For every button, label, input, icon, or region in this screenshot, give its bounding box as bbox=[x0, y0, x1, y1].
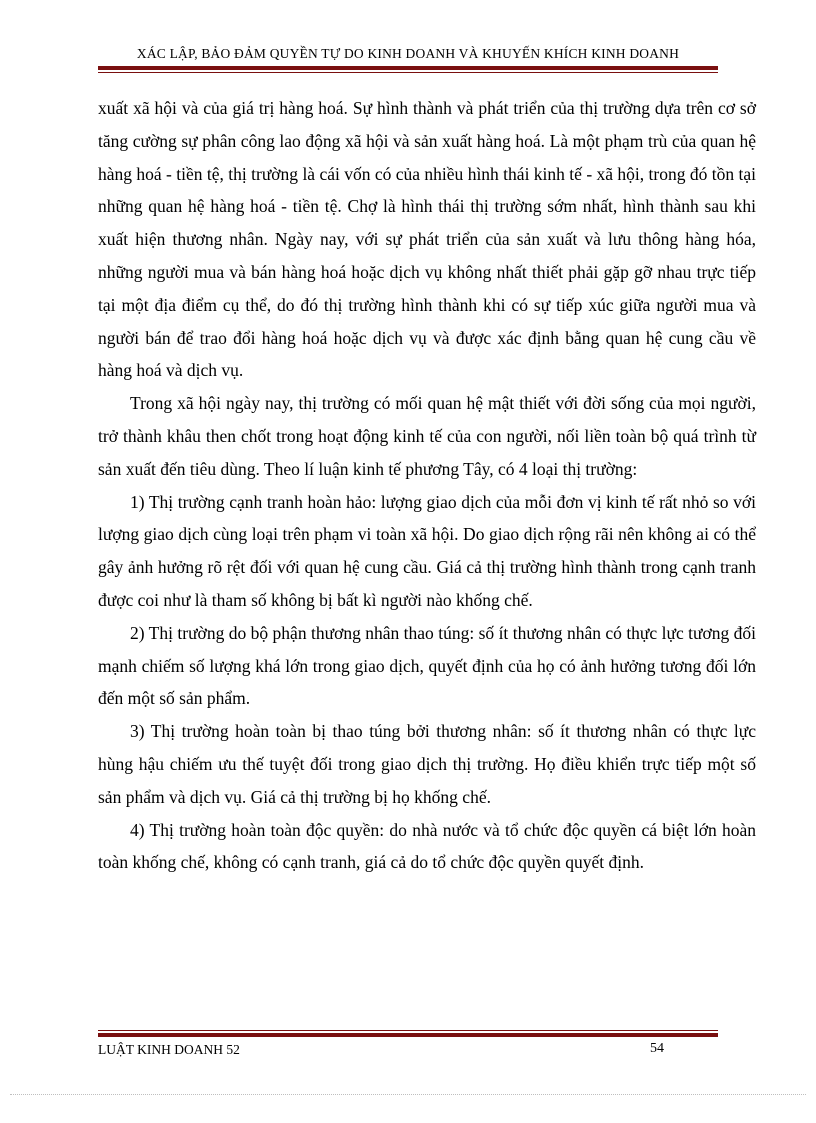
header-divider bbox=[98, 66, 718, 73]
list-item: 1) Thị trường cạnh tranh hoàn hảo: lượng giao dịch của mỗi đơn vị kinh tế rất nhỏ so với lượng giao dịch cùng loại trên phạm vi toàn xã hội. Do giao dịch rộng rãi nên không ai có thể gây ảnh hưởng rõ rệt đối với quan hệ cung cầu. Giá cả thị trường hình thành trong cạnh tranh được coi như là tham số không bị bất kì người nào khống chế. bbox=[98, 491, 756, 610]
page-number: 54 bbox=[650, 1041, 664, 1056]
running-header: XÁC LẬP, BẢO ĐẢM QUYỀN TỰ DO KINH DOANH VÀ KHUYẾN KHÍCH KINH DOANH bbox=[136, 46, 680, 61]
paragraph: Trong xã hội ngày nay, thị trường có mối quan hệ mật thiết với đời sống của mọi người, trở thành khâu then chốt trong hoạt động kinh tế của con người, nối liền toàn bộ quá trình từ sản xuất đến tiêu dùng. Theo lí luận kinh tế phương Tây, có 4 loại thị trường: bbox=[98, 393, 756, 479]
footer-divider bbox=[98, 1030, 718, 1037]
list-item: 3) Thị trường hoàn toàn bị thao túng bởi thương nhân: số ít thương nhân có thực lực hùng hậu chiếm ưu thế tuyệt đối trong giao dịch thị trường. Họ điều khiển trực tiếp một số sản phẩm và dịch vụ. Giá cả thị trường bị họ khống chế. bbox=[98, 721, 756, 807]
list-item: 4) Thị trường hoàn toàn độc quyền: do nhà nước và tổ chức độc quyền cá biệt lớn hoàn toàn khống chế, không có cạnh tranh, giá cả do tổ chức độc quyền quyết định. bbox=[98, 819, 756, 873]
paragraph: xuất xã hội và của giá trị hàng hoá. Sự hình thành và phát triển của thị trường dựa trên cơ sở tăng cường sự phân công lao động xã hội và sản xuất hàng hoá. Là một phạm trù của quan hệ hàng hoá - tiền tệ, thị trường là cái vốn có của nhiều hình thái kinh tế - xã hội, trong đó tồn tại những quan hệ hàng hoá - tiền tệ. Chợ là hình thái thị trường sớm nhất, hình thành sau khi xuất hiện thương nhân. Ngày nay, với sự phát triển của sản xuất và lưu thông hàng hóa, những người mua và bán hàng hoá hoặc dịch vụ không nhất thiết phải gặp gỡ nhau trực tiếp tại một địa điểm cụ thể, do đó thị trường hình thành khi có sự tiếp xúc giữa người mua và người bán để trao đổi hàng hoá hoặc dịch vụ và được xác định bằng quan hệ cung cầu về hàng hoá và dịch vụ. bbox=[98, 98, 756, 381]
footer-title: LUẬT KINH DOANH 52 bbox=[98, 1042, 240, 1057]
page-body bbox=[98, 92, 756, 879]
list-item: 2) Thị trường do bộ phận thương nhân thao túng: số ít thương nhân có thực lực tương đối mạnh chiếm số lượng khá lớn trong giao dịch, quyết định của họ có ảnh hưởng tương đối lớn đến một số sản phẩm. bbox=[98, 622, 756, 709]
page-boundary bbox=[10, 1094, 806, 1095]
